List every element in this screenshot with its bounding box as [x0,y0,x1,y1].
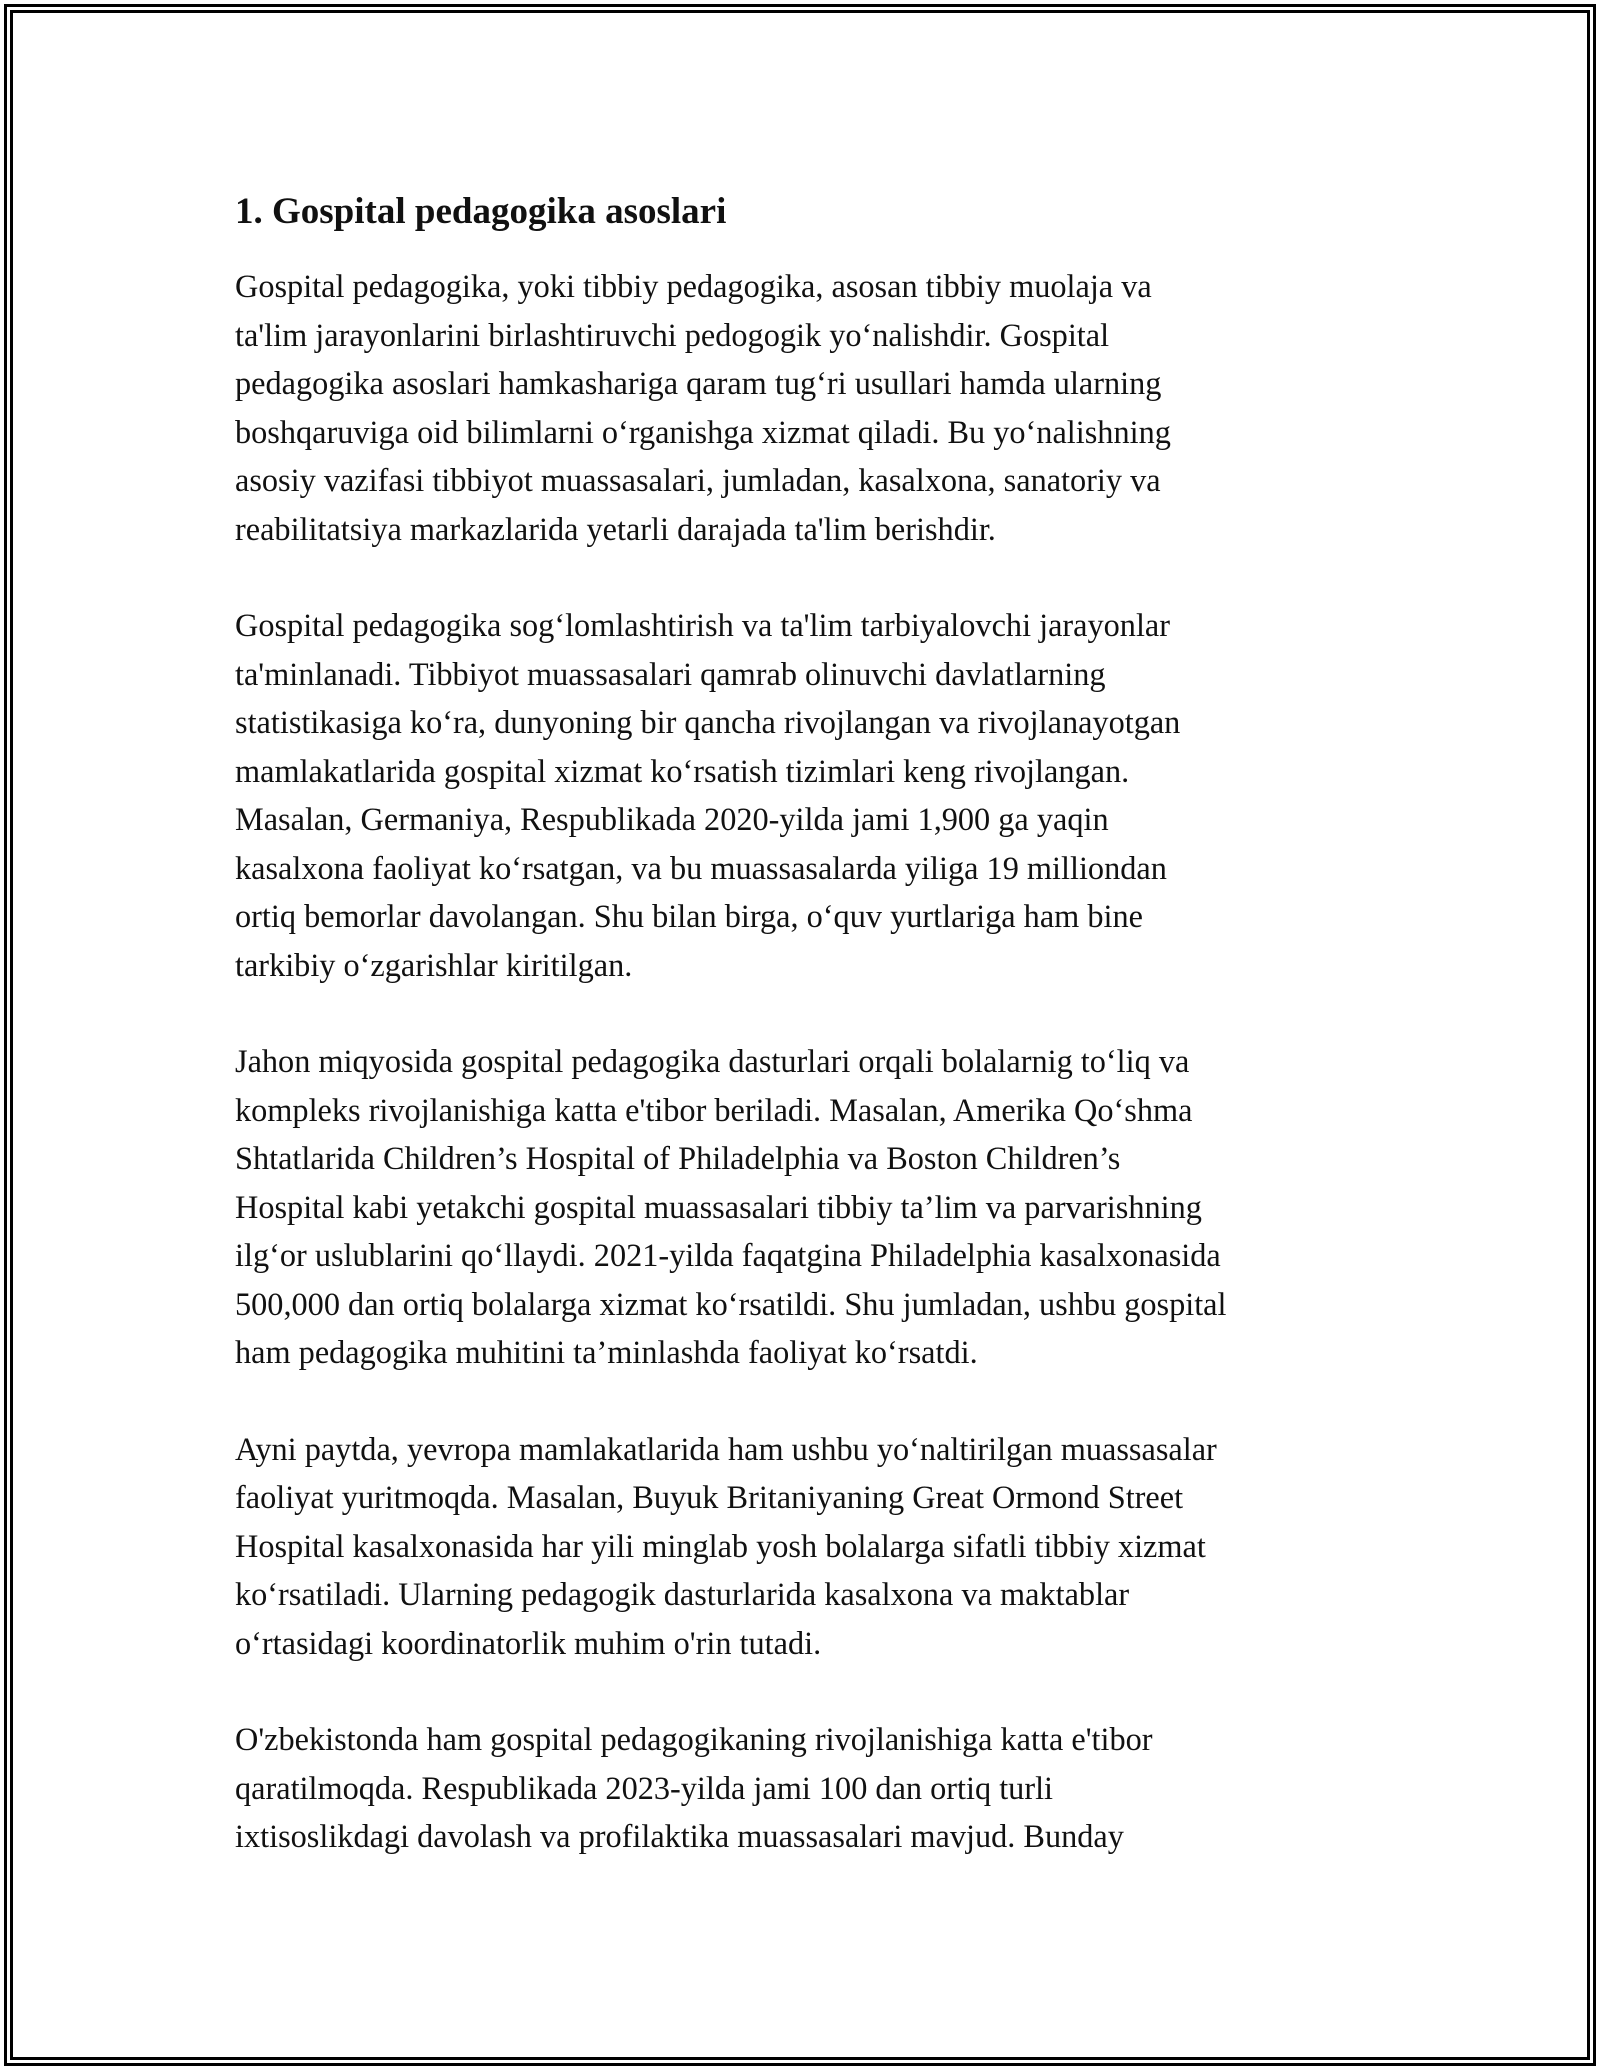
text-line: ixtisoslikdagi davolash va profilaktika muassasalari mavjud. Bunday [235,1818,1124,1854]
text-line: qaratilmoqda. Respublikada 2023-yilda jami 100 dan ortiq turli [235,1769,1054,1806]
text-line: ilg‘or uslublarini qo‘llaydi. 2021-yilda faqatgina Philadelphia kasalxonasida [235,1237,1221,1273]
text-line: kompleks rivojlanishiga katta e'tibor beriladi. Masalan, Amerika Qo‘shma [235,1091,1193,1128]
text-line: faoliyat yuritmoqda. Masalan, Buyuk Britaniyaning Great Ormond Street [235,1479,1184,1515]
text-line: ortiq bemorlar davolangan. Shu bilan birga, o‘quv yurtlariga ham bine [235,898,1143,934]
text-line: Masalan, Germaniya, Respublikada 2020-yilda jami 1,900 ga yaqin [235,801,1109,837]
text-line: 500,000 dan ortiq bolalarga xizmat ko‘rsatildi. Shu jumladan, ushbu gospital [235,1285,1227,1322]
text-line: Ayni paytda, yevropa mamlakatlarida ham ushbu yo‘naltirilgan muassasalar [235,1430,1217,1467]
paragraph-1 [235,262,1375,553]
text-line: kasalxona faoliyat ko‘rsatgan, va bu muassasalarda yiliga 19 milliondan [235,849,1167,886]
text-line: Gospital pedagogika sog‘lomlashtirish va ta'lim tarbiyalovchi jarayonlar [235,607,1171,643]
text-line: Gospital pedagogika, yoki tibbiy pedagogika, asosan tibbiy muolaja va [235,268,1152,304]
text-line: reabilitatsiya markazlarida yetarli darajada ta'lim berishdir. [235,510,996,547]
text-line: pedagogika asoslari hamkashariga qaram tug‘ri usullari hamda ularning [235,365,1162,401]
text-line: Hospital kasalxonasida har yili minglab yosh bolalarga sifatli tibbiy xizmat [235,1527,1206,1564]
text-line: ko‘rsatiladi. Ularning pedagogik dasturlarida kasalxona va maktablar [235,1576,1130,1612]
text-line: ta'lim jarayonlarini birlashtiruvchi pedogogik yo‘nalishdir. Gospital [235,316,1110,353]
text-line: O'zbekistonda ham gospital pedagogikaning rivojlanishiga katta e'tibor [235,1721,1153,1757]
text-line: o‘rtasidagi koordinatorlik muhim o'rin tutadi. [235,1624,822,1661]
paragraph-4 [235,1425,1375,1668]
document-body [235,188,1375,1909]
text-line: statistikasiga ko‘ra, dunyoning bir qancha rivojlangan va rivojlanayotgan [235,704,1181,740]
text-line: Hospital kabi yetakchi gospital muassasalari tibbiy ta’lim va parvarishning [235,1188,1202,1225]
text-line: ham pedagogika muhitini ta’minlashda faoliyat ko‘rsatdi. [235,1334,978,1370]
text-line: Shtatlarida Children’s Hospital of Philadelphia va Boston Children’s [235,1140,1121,1176]
text-line: Jahon miqyosida gospital pedagogika dasturlari orqali bolalarnig to‘liq va [235,1043,1190,1079]
text-line: boshqaruviga oid bilimlarni o‘rganishga xizmat qiladi. Bu yo‘nalishning [235,413,1171,450]
text-line: tarkibiy o‘zgarishlar kiritilgan. [235,946,633,983]
paragraph-3 [235,1037,1375,1377]
text-line: ta'minlanadi. Tibbiyot muassasalari qamrab olinuvchi davlatlarning [235,655,1106,692]
paragraph-2 [235,601,1375,989]
section-title: 1. Gospital pedagogika asoslari [235,191,727,232]
paragraph-5 [235,1715,1375,1861]
text-line: asosiy vazifasi tibbiyot muassasalari, jumladan, kasalxona, sanatoriy va [235,462,1161,498]
text-line: mamlakatlarida gospital xizmat ko‘rsatish tizimlari keng rivojlangan. [235,752,1130,789]
